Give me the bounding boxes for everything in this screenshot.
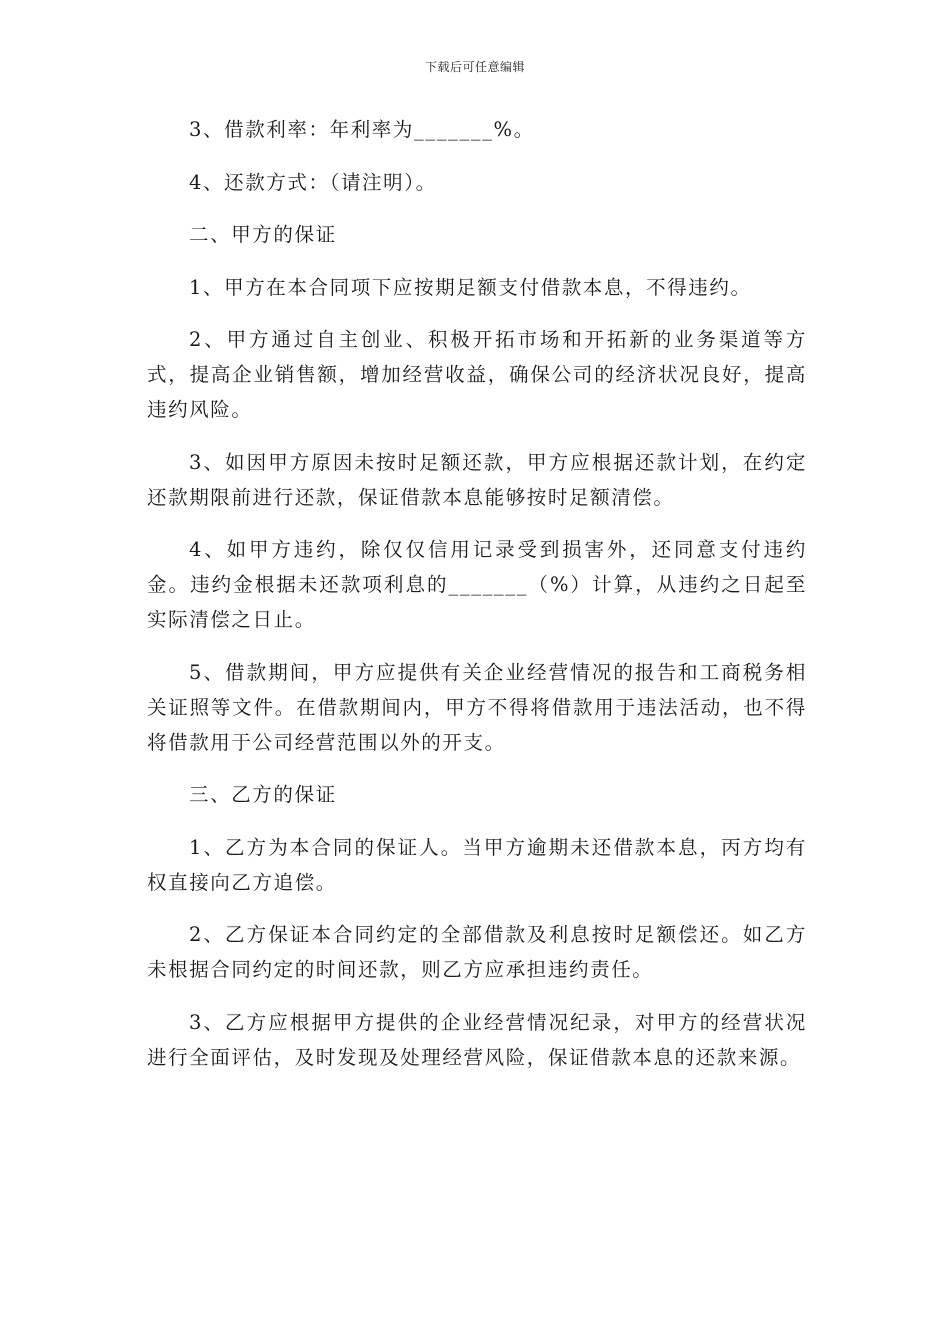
section-heading-party-b: 三、乙方的保证 [189, 783, 337, 806]
party-a-clause-2: 2、甲方通过自主创业、积极开拓市场和开拓新的业务渠道等方式，提高企业销售额，增加经营收益，确保公司的经济状况良好，提高违约风险。 [147, 328, 807, 421]
party-a-clause-5: 5、借款期间，甲方应提供有关企业经营情况的报告和工商税务相关证照等文件。在借款期间内，甲方不得将借款用于违法活动，也不得将借款用于公司经营范围以外的开支。 [147, 660, 807, 754]
page-header: 下载后可任意编辑 [424, 60, 525, 74]
party-a-clause-4: 4、如甲方违约，除仅仅信用记录受到损害外，还同意支付违约金。违约金根据未还款项利息的_______（%）计算，从违约之日起至实际清偿之日止。 [147, 538, 807, 631]
party-b-clause-2: 2、乙方保证本合同约定的全部借款及利息按时足额偿还。如乙方未根据合同约定的时间还款，则乙方应承担违约责任。 [147, 923, 807, 981]
section-heading-party-a: 二、甲方的保证 [189, 223, 337, 246]
party-b-clause-3: 3、乙方应根据甲方提供的企业经营情况纪录，对甲方的经营状况进行全面评估，及时发现及处理经营风险，保证借款本息的还款来源。 [147, 1010, 807, 1069]
document-body [147, 112, 807, 1092]
party-a-clause-1: 1、甲方在本合同项下应按期足额支付借款本息，不得违约。 [189, 275, 752, 299]
clause-interest-rate: 3、借款利率：年利率为_______%。 [189, 118, 535, 141]
party-b-clause-1: 1、乙方为本合同的保证人。当甲方逾期未还借款本息，丙方均有权直接向乙方追偿。 [147, 835, 807, 894]
clause-repayment-method: 4、还款方式：（请注明）。 [189, 170, 437, 194]
party-a-clause-3: 3、如因甲方原因未按时足额还款，甲方应根据还款计划，在约定还款期限前进行还款，保证借款本息能够按时足额清偿。 [147, 450, 807, 509]
